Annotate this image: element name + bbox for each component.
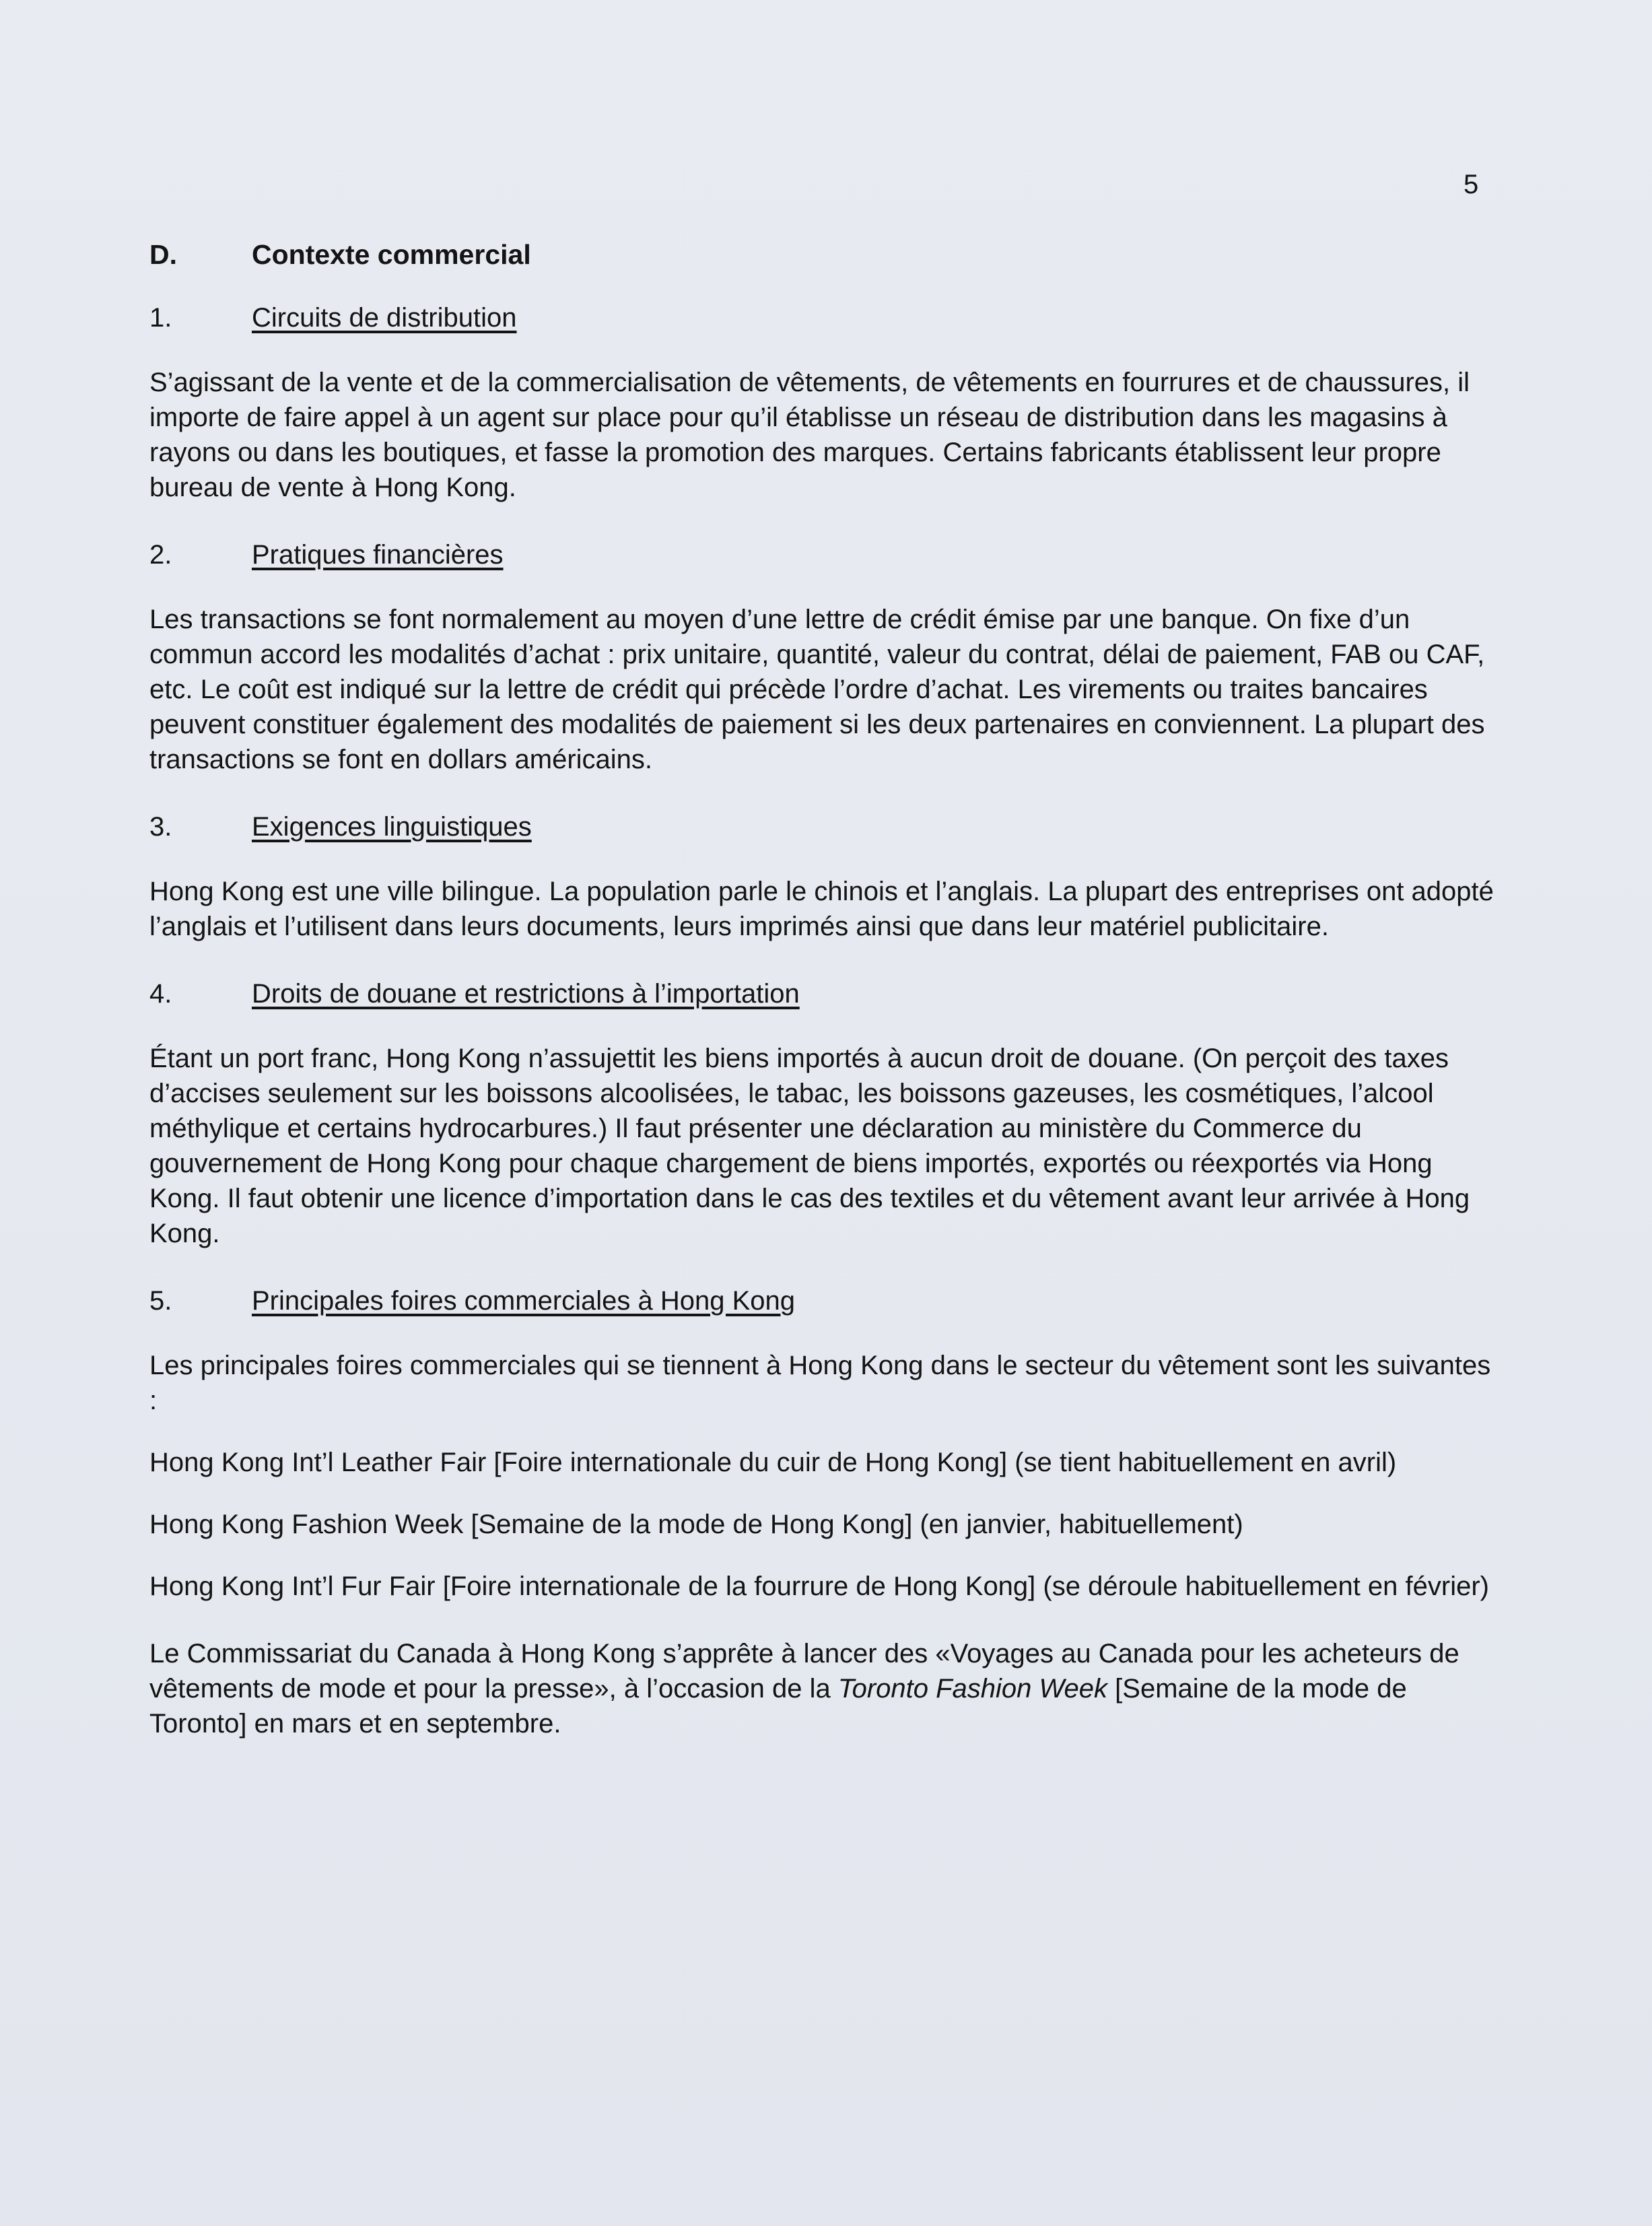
subsection-number: 1. [149, 303, 172, 333]
paragraph-distribution: S’agissant de la vente et de la commercialisation de vêtements, de vêtements en fourrures et de chaussures, il importe de faire appel à un agent sur place pour qu’il établisse un réseau de distribution dans les magasins à rayons ou dans les boutiques, et fasse la promotion des marques. Certains fabricants établissent leur propre bureau de vente à Hong Kong. [149, 368, 1470, 502]
subsection-number: 4. [149, 979, 172, 1009]
paragraph-language: Hong Kong est une ville bilingue. La population parle le chinois et l’anglais. La plupart des entreprises ont adopté l’anglais et l’utilisent dans leurs documents, leurs imprimés ainsi que dans leur matériel publicitaire. [149, 877, 1494, 941]
fair-fur: Hong Kong Int’l Fur Fair [Foire internationale de la fourrure de Hong Kong] (se déroule habituellement en février) [149, 1572, 1489, 1601]
paragraph-closing [149, 1636, 1496, 1741]
document-body [149, 237, 1496, 1774]
subsection-title: Droits de douane et restrictions à l’importation [252, 979, 800, 1009]
closing-italic: Toronto Fashion Week [837, 1674, 1108, 1704]
section-title: Contexte commercial [252, 239, 531, 270]
subsection-heading-1 [149, 300, 1496, 335]
fair-fashion-week: Hong Kong Fashion Week [Semaine de la mode de Hong Kong] (en janvier, habituellement) [149, 1510, 1243, 1539]
closing-text-end: [Semaine de la mode de Toronto] en mars et en septembre. [149, 1674, 1407, 1739]
paragraph-financial: Les transactions se font normalement au moyen d’une lettre de crédit émise par une banque. On fixe d’un commun accord les modalités d’achat : prix unitaire, quantité, valeur du contrat, délai de paiement, FAB ou CAF, etc. Le coût est indiqué sur la lettre de crédit qui précède l’ordre d’achat. Les virements ou traites bancaires peuvent constituer également des modalités de paiement si les deux partenaires en conviennent. La plupart des transactions se font en dollars américains. [149, 605, 1485, 774]
subsection-title: Pratiques financières [252, 540, 504, 570]
paragraph-fairs-intro: Les principales foires commerciales qui se tiennent à Hong Kong dans le secteur du vêtement sont les suivantes : [149, 1351, 1491, 1415]
section-letter: D. [149, 239, 177, 270]
paragraph-customs: Étant un port franc, Hong Kong n’assujettit les biens importés à aucun droit de douane. (On perçoit des taxes d’accises seulement sur les boissons alcoolisées, le tabac, les boissons gazeuses, les cosmétiques, l’alcool méthylique et certains hydrocarbures.) Il faut présenter une déclaration au ministère du Commerce du gouvernement de Hong Kong pour chaque chargement de biens importés, exportés ou réexportés via Hong Kong. Il faut obtenir une licence d’importation dans le cas des textiles et du vêtement avant leur arrivée à Hong Kong. [149, 1044, 1470, 1248]
section-heading [149, 237, 1496, 272]
subsection-number: 3. [149, 812, 172, 842]
page-number: 5 [1464, 170, 1479, 199]
subsection-title: Principales foires commerciales à Hong Kong [252, 1286, 796, 1316]
subsection-heading-4 [149, 976, 1496, 1011]
subsection-number: 5. [149, 1286, 172, 1316]
subsection-heading-5 [149, 1283, 1496, 1318]
fair-leather: Hong Kong Int’l Leather Fair [Foire internationale du cuir de Hong Kong] (se tient habituellement en avril) [149, 1448, 1397, 1477]
subsection-number: 2. [149, 540, 172, 570]
subsection-title: Circuits de distribution [252, 303, 517, 333]
subsection-heading-3 [149, 809, 1496, 844]
subsection-title: Exigences linguistiques [252, 812, 532, 842]
closing-text-start: Le Commissariat du Canada à Hong Kong s’apprête à lancer des «Voyages au Canada pour les acheteurs de vêtements de mode et pour la presse», à l’occasion de la [149, 1639, 1459, 1704]
subsection-heading-2 [149, 537, 1496, 572]
